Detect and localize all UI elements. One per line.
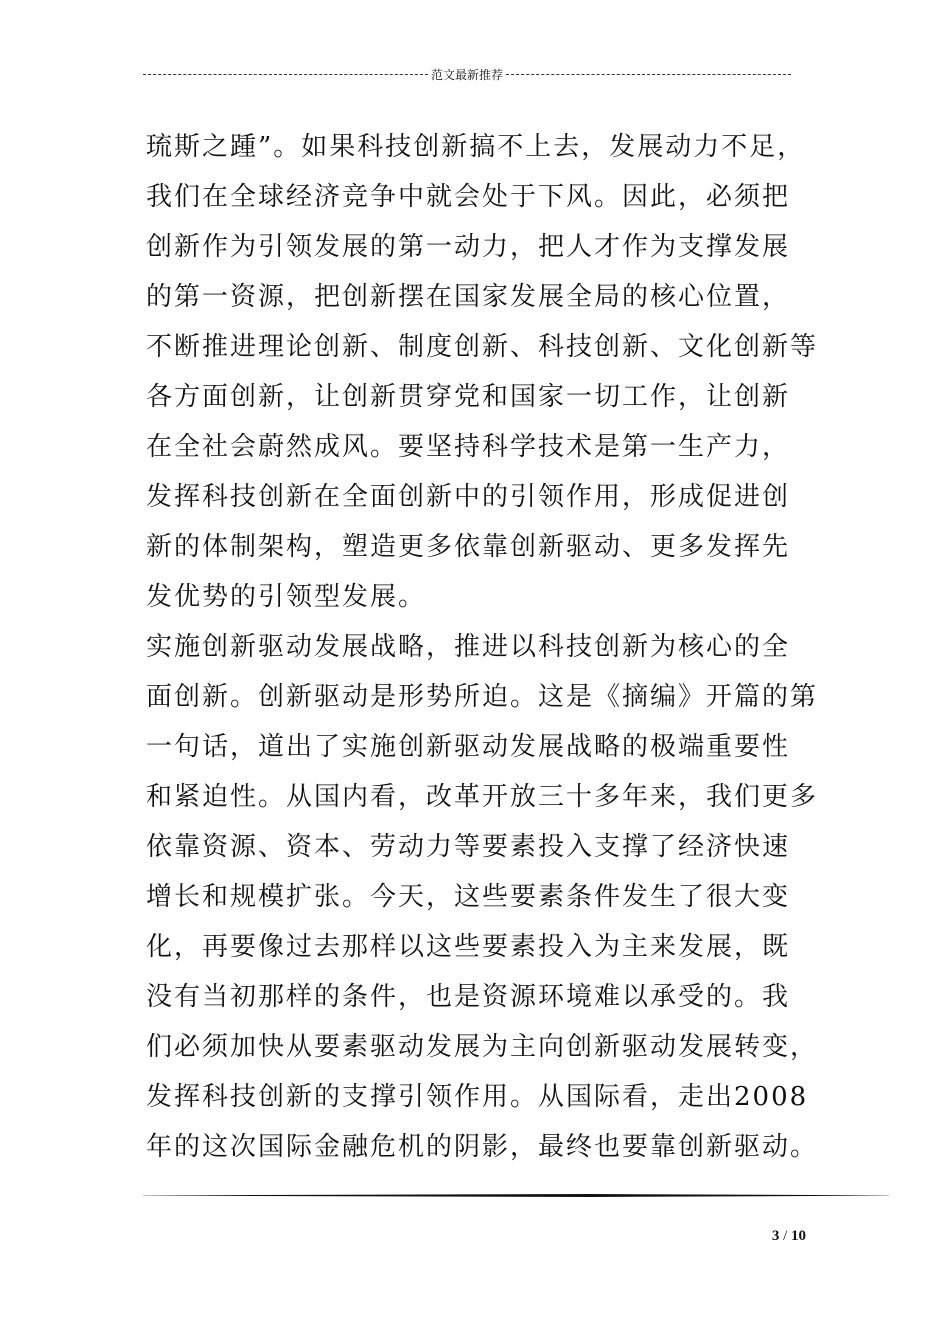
text-line: 发挥科技创新在全面创新中的引领作用，形成促进创 <box>146 482 791 512</box>
total-pages: 10 <box>791 1228 806 1244</box>
body-text <box>146 122 819 1172</box>
text-line: 面创新。创新驱动是形势所迫。这是《摘编》开篇的第 <box>146 682 819 712</box>
text-line: 新的体制架构，塑造更多依靠创新驱动、更多发挥先 <box>146 532 791 562</box>
text-line: 依靠资源、资本、劳动力等要素投入支撑了经济快速 <box>146 832 791 862</box>
text-line: 没有当初那样的条件，也是资源环境难以承受的。我 <box>146 982 791 1012</box>
text-line: 实施创新驱动发展战略，推进以科技创新为核心的全 <box>146 632 791 662</box>
text-line: 的第一资源，把创新摆在国家发展全局的核心位置， <box>146 282 791 312</box>
text-line: 琉斯之踵”。如果科技创新搞不上去，发展动力不足， <box>146 132 806 162</box>
text-line: 不断推进理论创新、制度创新、科技创新、文化创新等 <box>146 332 819 362</box>
page-separator: / <box>783 1228 788 1244</box>
header-dash-right <box>506 74 791 75</box>
text-line: 们必须加快从要素驱动发展为主向创新驱动发展转变， <box>146 1032 819 1062</box>
text-line: 增长和规模扩张。今天，这些要素条件发生了很大变 <box>146 882 791 912</box>
current-page: 3 <box>771 1228 780 1244</box>
text-line: 一句话，道出了实施创新驱动发展战略的极端重要性 <box>146 732 791 762</box>
text-line: 发优势的引领型发展。 <box>146 582 427 612</box>
text-line: 和紧迫性。从国内看，改革开放三十多年来，我们更多 <box>146 782 819 812</box>
footer-rule <box>143 1194 889 1197</box>
text-line: 年的这次国际金融危机的阴影，最终也要靠创新驱动。 <box>146 1132 819 1162</box>
page-number <box>700 1228 806 1245</box>
text-line: 在全社会蔚然成风。要坚持科学技术是第一生产力， <box>146 432 791 462</box>
page-header <box>143 66 791 82</box>
text-line: 各方面创新，让创新贯穿党和国家一切工作，让创新 <box>146 382 791 412</box>
text-line: 发挥科技创新的支撑引领作用。从国际看，走出2008 <box>146 1082 809 1112</box>
text-line: 我们在全球经济竞争中就会处于下风。因此，必须把 <box>146 182 791 212</box>
header-title: 范文最新推荐 <box>431 67 504 82</box>
text-line: 化，再要像过去那样以这些要素投入为主来发展，既 <box>146 932 791 962</box>
header-dash-left <box>143 74 428 75</box>
text-line: 创新作为引领发展的第一动力，把人才作为支撑发展 <box>146 232 791 262</box>
